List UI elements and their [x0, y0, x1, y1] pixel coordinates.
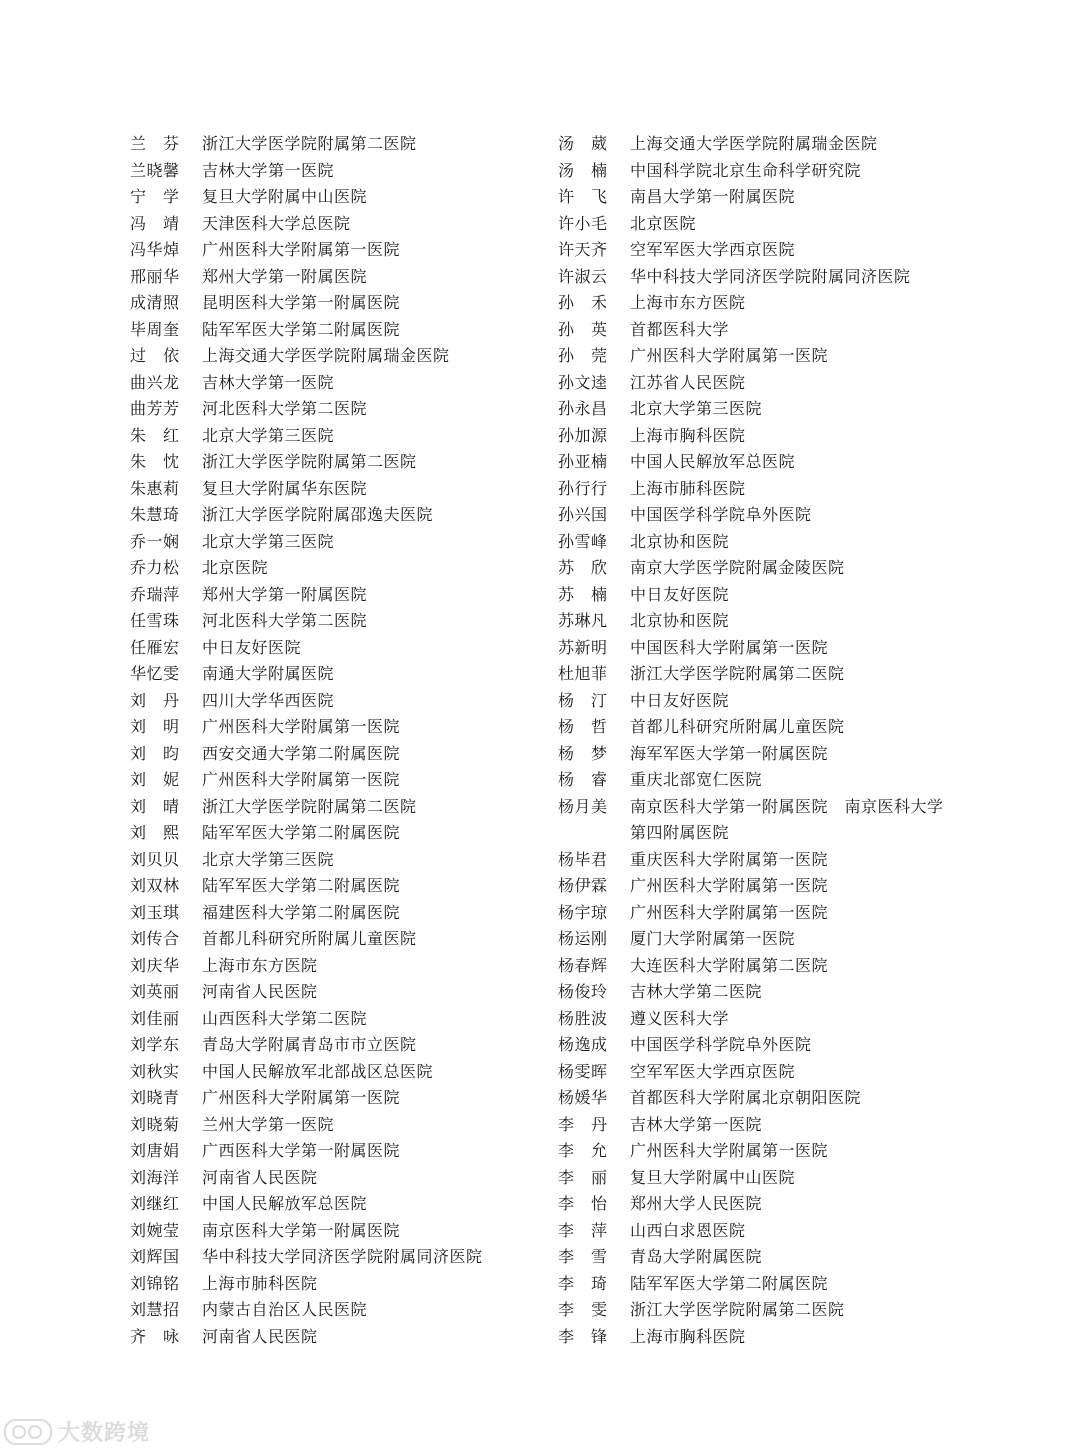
institution-name: 浙江大学医学院附属邵逸夫医院: [202, 505, 434, 524]
person-name: 冯华焯: [130, 240, 180, 259]
list-item: [130, 1191, 550, 1218]
person-name: 李 萍: [558, 1220, 608, 1240]
institution-name: 吉林大学第一医院: [202, 160, 335, 180]
institution-name: 昆明医科大学第一附属医院: [202, 293, 401, 312]
institution-name: 上海市东方医院: [630, 293, 746, 312]
institution-name: 南通大学附属医院: [202, 664, 335, 683]
institution-name: 郑州大学第一附属医院: [202, 584, 368, 604]
institution-name: 华中科技大学同济医学院附属同济医院: [202, 1247, 483, 1266]
person-name: 杨俊玲: [558, 982, 608, 1001]
person-name: 过 依: [130, 346, 180, 365]
person-name: 乔瑞萍: [130, 584, 180, 604]
person-name: 刘辉国: [130, 1247, 180, 1266]
person-name: 许天齐: [558, 240, 608, 259]
institution-name: 陆军军医大学第二附属医院: [202, 319, 401, 339]
list-item: [558, 184, 978, 211]
institution-name: 四川大学华西医院: [202, 690, 335, 710]
institution-name: 上海交通大学医学院附属瑞金医院: [202, 346, 450, 365]
list-item: [130, 714, 550, 741]
list-item: [558, 290, 978, 317]
institution-name: 北京大学第三医院: [202, 531, 335, 551]
list-item: [130, 767, 550, 794]
list-item: [558, 1218, 978, 1245]
institution-name: 郑州大学人民医院: [630, 1194, 763, 1213]
person-name: 刘慧招: [130, 1300, 180, 1319]
institution-name: 陆军军医大学第二附属医院: [630, 1273, 829, 1293]
person-name: 苏 欣: [558, 558, 608, 577]
person-name: 孙兴国: [558, 505, 608, 524]
person-name: 刘 丹: [130, 690, 180, 710]
institution-name: 陆军军医大学第二附属医院: [202, 876, 401, 895]
list-item: [558, 1297, 978, 1324]
list-item: [130, 1218, 550, 1245]
person-name: 李 丹: [558, 1114, 608, 1134]
institution-name: 复旦大学附属中山医院: [202, 187, 368, 206]
person-name: 许小毛: [558, 213, 608, 233]
person-name: 杨逸成: [558, 1035, 608, 1054]
infinity-logo-icon: [4, 1419, 52, 1445]
institution-name: 中日友好医院: [630, 584, 730, 604]
person-name: 曲兴龙: [130, 372, 180, 392]
institution-name: 吉林大学第二医院: [630, 982, 763, 1001]
person-name: 刘海洋: [130, 1167, 180, 1187]
person-name: 刘 妮: [130, 770, 180, 789]
list-item: [130, 1165, 550, 1192]
list-item: [558, 1165, 978, 1192]
person-name: 成清照: [130, 293, 180, 312]
institution-name: 空军军医大学西京医院: [630, 1061, 796, 1081]
person-name: 汤 葳: [558, 134, 608, 153]
person-name: 杨 睿: [558, 770, 608, 789]
person-name: 刘 熙: [130, 823, 180, 842]
person-name: 孙加源: [558, 425, 608, 445]
institution-name: 天津医科大学总医院: [202, 213, 351, 233]
list-item: [130, 1006, 550, 1033]
list-item: [558, 661, 978, 688]
list-item: [130, 529, 550, 556]
person-name: 孙亚楠: [558, 452, 608, 471]
institution-name: 海军军医大学第一附属医院: [630, 743, 829, 763]
person-name: 许淑云: [558, 266, 608, 286]
person-name: 杨春辉: [558, 955, 608, 975]
list-item: [130, 290, 550, 317]
person-name: 李 怡: [558, 1194, 608, 1213]
institution-name: 遵义医科大学: [630, 1008, 730, 1028]
list-item: [558, 237, 978, 264]
list-item: [558, 767, 978, 794]
person-name: 杨雯晖: [558, 1061, 608, 1081]
institution-name: 山西医科大学第二医院: [202, 1008, 368, 1028]
list-item: [558, 502, 978, 529]
list-item: [558, 1006, 978, 1033]
institution-name: 中国人民解放军总医院: [630, 452, 796, 471]
list-item: [558, 158, 978, 185]
list-item: [558, 131, 978, 158]
institution-name: 上海交通大学医学院附属瑞金医院: [630, 134, 878, 153]
person-name: 李 琦: [558, 1273, 608, 1293]
list-item: [130, 741, 550, 768]
institution-name: 北京大学第三医院: [630, 399, 763, 418]
person-name: 刘庆华: [130, 955, 180, 975]
institution-name: 河南省人民医院: [202, 1326, 318, 1346]
list-item: [130, 794, 550, 821]
list-item: [130, 237, 550, 264]
list-item: [558, 476, 978, 503]
person-name: 毕周奎: [130, 319, 180, 339]
institution-name: 首都医科大学附属北京朝阳医院: [630, 1088, 862, 1107]
watermark-text: 大数跨境: [58, 1421, 151, 1446]
person-name: 宁 学: [130, 187, 180, 206]
institution-name: 华中科技大学同济医学院附属同济医院: [630, 266, 911, 286]
person-name: 苏 楠: [558, 584, 608, 604]
institution-name: 广州医科大学附属第一医院: [630, 1141, 829, 1160]
institution-name: 中日友好医院: [630, 690, 730, 710]
institution-name: 中国科学院北京生命科学研究院: [630, 160, 862, 180]
person-name: 杨媛华: [558, 1088, 608, 1107]
institution-name: 空军军医大学西京医院: [630, 240, 796, 259]
list-item: [130, 131, 550, 158]
person-name: 苏琳凡: [558, 611, 608, 630]
person-name: 杨胜波: [558, 1008, 608, 1028]
person-name: 齐 咏: [130, 1326, 180, 1346]
institution-name: 南京大学医学院附属金陵医院: [630, 558, 845, 577]
institution-name: 南京医科大学第一附属医院: [202, 1220, 401, 1240]
institution-name: 河北医科大学第二医院: [202, 399, 368, 418]
person-name: 孙 禾: [558, 293, 608, 312]
list-item: [558, 688, 978, 715]
person-name: 刘英丽: [130, 982, 180, 1001]
list-item: [558, 582, 978, 609]
person-name: 刘佳丽: [130, 1008, 180, 1028]
institution-name: 河南省人民医院: [202, 1167, 318, 1187]
person-name: 刘学东: [130, 1035, 180, 1054]
watermark: [4, 1416, 150, 1447]
person-name: 杜旭菲: [558, 664, 608, 683]
institution-name: 上海市胸科医院: [630, 425, 746, 445]
person-name: 刘唐娟: [130, 1141, 180, 1160]
institution-name: 复旦大学附属华东医院: [202, 478, 368, 498]
institution-name: 首都医科大学: [630, 319, 730, 339]
institution-name: 南昌大学第一附属医院: [630, 187, 796, 206]
person-name: 曲芳芳: [130, 399, 180, 418]
list-item: [558, 1059, 978, 1086]
list-item: [130, 1085, 550, 1112]
list-item: [558, 1085, 978, 1112]
list-item: [558, 1032, 978, 1059]
list-item: [130, 158, 550, 185]
person-name: 刘 昀: [130, 743, 180, 763]
list-item: [558, 741, 978, 768]
institution-name: 中国人民解放军北部战区总医院: [202, 1061, 434, 1081]
institution-name: 郑州大学第一附属医院: [202, 266, 368, 286]
institution-name: 陆军军医大学第二附属医院: [202, 823, 401, 842]
list-item: [130, 873, 550, 900]
institution-name: 上海市肺科医院: [630, 478, 746, 498]
institution-name: 上海市肺科医院: [202, 1273, 318, 1293]
person-name: 朱惠莉: [130, 478, 180, 498]
institution-name: 吉林大学第一医院: [630, 1114, 763, 1134]
institution-name: 广州医科大学附属第一医院: [202, 240, 401, 259]
list-item: [130, 635, 550, 662]
person-name: 任雪珠: [130, 611, 180, 630]
institution-name: 北京医院: [630, 213, 697, 233]
list-item: [130, 1297, 550, 1324]
institution-name: 浙江大学医学院附属第二医院: [630, 664, 845, 683]
institution-name: 广州医科大学附属第一医院: [202, 1088, 401, 1107]
person-name: 朱慧琦: [130, 505, 180, 524]
list-item: [558, 343, 978, 370]
person-name: 刘双林: [130, 876, 180, 895]
institution-name: 青岛大学附属青岛市市立医院: [202, 1035, 417, 1054]
list-item: [558, 264, 978, 291]
person-name: 杨月美: [558, 796, 608, 816]
list-item: [558, 714, 978, 741]
list-item: [558, 873, 978, 900]
person-name: 杨运刚: [558, 929, 608, 948]
institution-name: 广州医科大学附属第一医院: [202, 770, 401, 789]
person-name: 刘婉莹: [130, 1220, 180, 1240]
institution-name: 广州医科大学附属第一医院: [630, 346, 829, 365]
person-name: 华忆雯: [130, 664, 180, 683]
person-name: 刘秋实: [130, 1061, 180, 1081]
person-name: 兰 芬: [130, 134, 180, 153]
person-name: 杨 哲: [558, 717, 608, 736]
person-name: 孙 英: [558, 319, 608, 339]
list-item: [558, 423, 978, 450]
person-name: 刘贝贝: [130, 849, 180, 869]
list-item: [130, 184, 550, 211]
list-item: [558, 370, 978, 397]
person-name: 刘继红: [130, 1194, 180, 1213]
list-item: [130, 370, 550, 397]
institution-name: 广州医科大学附属第一医院: [630, 902, 829, 922]
institution-name: 广州医科大学附属第一医院: [202, 717, 401, 736]
list-item: [558, 529, 978, 556]
institution-name: 首都儿科研究所附属儿童医院: [202, 929, 417, 948]
person-name: 李 允: [558, 1141, 608, 1160]
person-name: 刘晓菊: [130, 1114, 180, 1134]
list-item: [130, 1138, 550, 1165]
institution-name: 中国医科大学附属第一医院: [630, 637, 829, 657]
institution-name: 河南省人民医院: [202, 982, 318, 1001]
person-name: 孙行行: [558, 478, 608, 498]
institution-name: 广西医科大学第一附属医院: [202, 1141, 401, 1160]
person-name: 杨毕君: [558, 849, 608, 869]
person-name: 孙雪峰: [558, 531, 608, 551]
list-item: [558, 449, 978, 476]
list-item: [130, 847, 550, 874]
person-name: 孙文逵: [558, 372, 608, 392]
list-item: [130, 555, 550, 582]
person-name: 杨伊霖: [558, 876, 608, 895]
list-item: [130, 1059, 550, 1086]
institution-name: 中国人民解放军总医院: [202, 1194, 368, 1213]
person-name: 刘 明: [130, 717, 180, 736]
institution-name: 兰州大学第一医院: [202, 1114, 335, 1134]
person-name: 任雁宏: [130, 637, 180, 657]
person-name: 李 雯: [558, 1300, 608, 1319]
list-item: [558, 1191, 978, 1218]
list-item: [558, 979, 978, 1006]
person-name: 许 飞: [558, 187, 608, 206]
list-item: [130, 343, 550, 370]
institution-name: 浙江大学医学院附属第二医院: [202, 796, 417, 816]
person-name: 李 雪: [558, 1247, 608, 1266]
list-item: [130, 211, 550, 238]
list-item: [558, 608, 978, 635]
institution-name: 厦门大学附属第一医院: [630, 929, 796, 948]
list-item: [558, 1271, 978, 1298]
institution-name: 山西白求恩医院: [630, 1220, 746, 1240]
person-name: 孙永昌: [558, 399, 608, 418]
list-item: [558, 555, 978, 582]
person-name: 冯 靖: [130, 213, 180, 233]
institution-name: 浙江大学医学院附属第二医院: [630, 1300, 845, 1319]
person-name: 乔一娴: [130, 531, 180, 551]
institution-name: 北京医院: [202, 558, 269, 577]
institution-name: 首都儿科研究所附属儿童医院: [630, 717, 845, 736]
institution-name: 南京医科大学第一附属医院 南京医科大学第四附属医院: [630, 796, 944, 842]
list-item: [558, 635, 978, 662]
left-column-list: [130, 131, 550, 1350]
list-item: [130, 423, 550, 450]
list-item: [130, 926, 550, 953]
list-item: [558, 1244, 978, 1271]
institution-name: 西安交通大学第二附属医院: [202, 743, 401, 763]
person-name: 刘玉琪: [130, 902, 180, 922]
institution-name: 中国医学科学院阜外医院: [630, 1035, 812, 1054]
list-item: [130, 953, 550, 980]
institution-name: 江苏省人民医院: [630, 372, 746, 392]
list-item: [130, 502, 550, 529]
institution-name: 河北医科大学第二医院: [202, 611, 368, 630]
person-name: 杨 汀: [558, 690, 608, 710]
list-item: [558, 926, 978, 953]
person-name: 乔力松: [130, 558, 180, 577]
list-item: [130, 820, 550, 847]
person-name: 杨宇琼: [558, 902, 608, 922]
person-name: 兰晓馨: [130, 160, 180, 180]
person-name: 刘 晴: [130, 796, 180, 816]
institution-name: 青岛大学附属医院: [630, 1247, 763, 1266]
institution-name: 重庆北部宽仁医院: [630, 770, 763, 789]
institution-name: 北京大学第三医院: [202, 849, 335, 869]
institution-name: 吉林大学第一医院: [202, 372, 335, 392]
list-item: [558, 847, 978, 874]
list-item: [558, 211, 978, 238]
institution-name: 大连医科大学附属第二医院: [630, 955, 829, 975]
list-item: [130, 317, 550, 344]
list-item: [130, 900, 550, 927]
list-item: [130, 582, 550, 609]
list-item: [558, 953, 978, 980]
institution-name: 上海市胸科医院: [630, 1326, 746, 1346]
list-item: [558, 1138, 978, 1165]
list-item: [130, 264, 550, 291]
institution-name: 广州医科大学附属第一医院: [630, 876, 829, 895]
list-item: [130, 608, 550, 635]
institution-name: 浙江大学医学院附属第二医院: [202, 134, 417, 153]
list-item: [130, 476, 550, 503]
institution-name: 内蒙古自治区人民医院: [202, 1300, 368, 1319]
institution-name: 浙江大学医学院附属第二医院: [202, 452, 417, 471]
list-item: [130, 396, 550, 423]
institution-name: 北京协和医院: [630, 531, 730, 551]
list-item: [130, 1244, 550, 1271]
institution-name: 中国医学科学院阜外医院: [630, 505, 812, 524]
list-item: [558, 900, 978, 927]
list-item: [558, 317, 978, 344]
list-item: [558, 1112, 978, 1139]
institution-name: 北京大学第三医院: [202, 425, 335, 445]
person-name: 李 锋: [558, 1326, 608, 1346]
list-item: [130, 688, 550, 715]
list-item: [130, 1112, 550, 1139]
person-name: 刘晓青: [130, 1088, 180, 1107]
list-item: [130, 661, 550, 688]
list-item: [558, 794, 978, 847]
person-name: 李 丽: [558, 1167, 608, 1187]
person-name: 孙 莞: [558, 346, 608, 365]
institution-name: 中日友好医院: [202, 637, 302, 657]
person-name: 刘传合: [130, 929, 180, 948]
institution-name: 上海市东方医院: [202, 955, 318, 975]
institution-name: 重庆医科大学附属第一医院: [630, 849, 829, 869]
person-name: 杨 梦: [558, 743, 608, 763]
person-name: 苏新明: [558, 637, 608, 657]
person-name: 汤 楠: [558, 160, 608, 180]
list-item: [130, 979, 550, 1006]
institution-name: 北京协和医院: [630, 611, 730, 630]
list-item: [558, 396, 978, 423]
person-name: 朱 忱: [130, 452, 180, 471]
institution-name: 复旦大学附属中山医院: [630, 1167, 796, 1187]
right-column-list: [558, 131, 978, 1350]
person-name: 邢丽华: [130, 266, 180, 286]
person-name: 朱 红: [130, 425, 180, 445]
list-item: [130, 449, 550, 476]
list-item: [130, 1324, 550, 1351]
person-name: 刘锦铭: [130, 1273, 180, 1293]
list-item: [558, 1324, 978, 1351]
institution-name: 福建医科大学第二附属医院: [202, 902, 401, 922]
list-item: [130, 1271, 550, 1298]
list-item: [130, 1032, 550, 1059]
